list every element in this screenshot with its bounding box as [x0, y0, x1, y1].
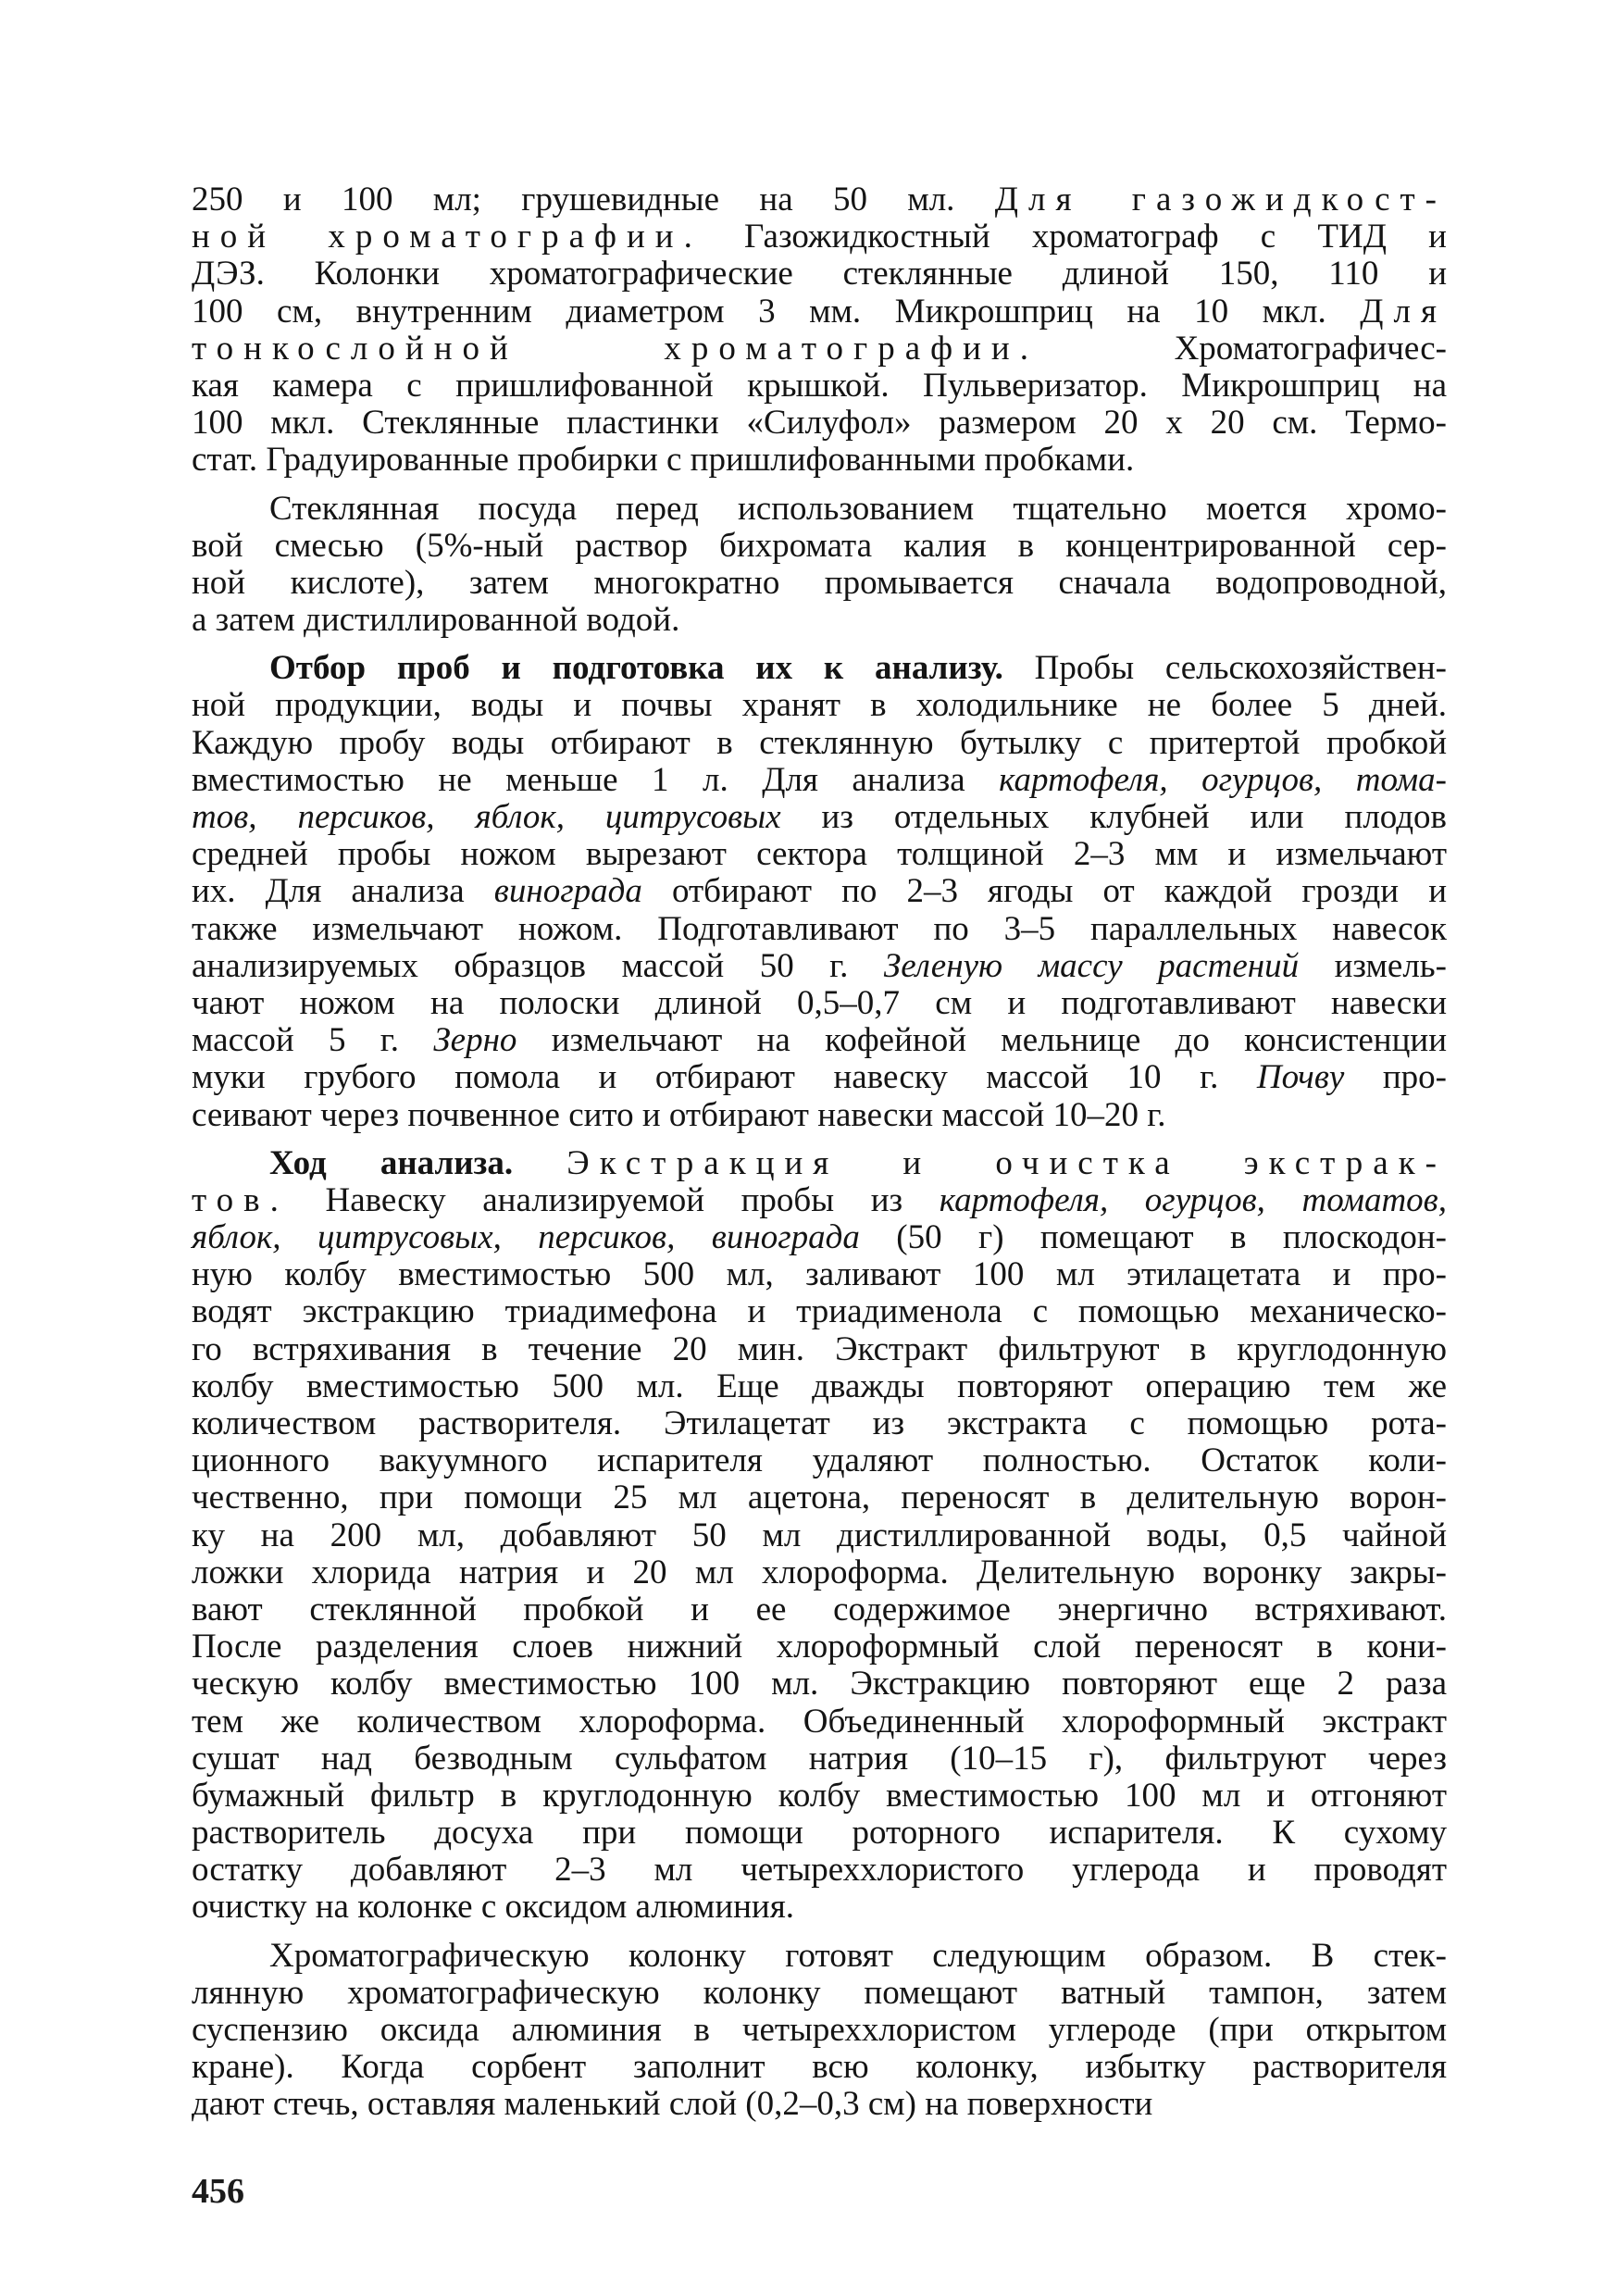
- text-run: Каждую пробу воды отбирают в стеклянную бутылку с притертой пробкой: [192, 723, 1447, 762]
- text-run: чественно, при помощи 25 мл ацетона, переносят в делительную ворон-: [192, 1479, 1447, 1517]
- text-run: анализируемых образцов массой 50 г.: [192, 946, 884, 985]
- text-line: [192, 1628, 1447, 1666]
- text-line: [192, 1554, 1447, 1591]
- text-run: про-: [1344, 1058, 1447, 1097]
- text-run: После разделения слоев нижний хлороформный слой переносят в кони-: [192, 1628, 1447, 1666]
- italic-run: Зеленую массу растений: [883, 946, 1300, 985]
- text-run: го встряхивания в течение 20 мин. Экстракт фильтруют в круглодонную: [192, 1329, 1447, 1368]
- text-line: [192, 948, 1447, 985]
- text-line: [192, 528, 1447, 565]
- text-run: ной кислоте), затем многократно промывается сначала водопроводной,: [192, 563, 1447, 602]
- text-run: суспензию оксида алюминия в четыреххлористом углероде (при открытом: [192, 2011, 1447, 2049]
- paragraph-equipment-continued: [192, 181, 1447, 480]
- text-line: [192, 1703, 1447, 1741]
- text-line: [192, 1097, 1447, 1134]
- text-run: 100 мкл. Стеклянные пластинки «Силуфол» размером 20 х 20 см. Термо-: [192, 404, 1447, 443]
- italic-run: картофеля, огурцов, тома-: [999, 760, 1447, 799]
- text-run: сушат над безводным сульфатом натрия (10–15 г), фильтруют через: [192, 1739, 1447, 1778]
- text-run: вают стеклянной пробкой и ее содержимое энергично встряхивают.: [192, 1590, 1447, 1628]
- text-line: [192, 1182, 1447, 1219]
- text-run: вместимостью не меньше 1 л. Для анализа: [192, 760, 1000, 799]
- text-line: [192, 1517, 1447, 1554]
- text-line: [192, 491, 1447, 528]
- text-run: чают ножом на полоски длиной 0,5–0,7 см и подготавливают навески: [192, 983, 1447, 1022]
- text-line: [192, 1022, 1447, 1059]
- text-run: Хроматографичес-: [1038, 329, 1447, 368]
- text-line: [192, 181, 1447, 218]
- text-line: [192, 405, 1447, 442]
- text-line: [192, 2086, 1447, 2123]
- spaced-heading-run: тонкослойной хроматографии.: [192, 329, 1039, 368]
- text-line: [192, 2049, 1447, 2086]
- text-line: [192, 1442, 1447, 1479]
- italic-run: Почву: [1256, 1058, 1345, 1097]
- text-run: массой 5 г.: [192, 1021, 434, 1060]
- text-line: [192, 1405, 1447, 1442]
- text-line: [192, 1975, 1447, 2012]
- text-run: кране). Когда сорбент заполнит всю колонку, избытку растворителя: [192, 2048, 1447, 2087]
- text-run: ную колбу вместимостью 500 мл, заливают 100 мл этилацетата и про-: [192, 1255, 1447, 1294]
- text-run: из отдельных клубней или плодов: [780, 798, 1448, 836]
- text-line: [192, 2012, 1447, 2049]
- text-line: [192, 1219, 1447, 1256]
- text-run: ку на 200 мл, добавляют 50 мл дистиллированной воды, 0,5 чайной: [192, 1516, 1447, 1554]
- italic-run: картофеля, огурцов, томатов,: [939, 1180, 1447, 1219]
- text-line: [192, 1852, 1447, 1889]
- text-line: [192, 218, 1447, 256]
- text-run: ционного вакуумного испарителя удаляют полностью. Остаток коли-: [192, 1441, 1447, 1480]
- text-run: бумажный фильтр в круглодонную колбу вместимостью 100 мл и отгоняют: [192, 1776, 1447, 1815]
- text-line: [192, 368, 1447, 405]
- text-line: [192, 1591, 1447, 1628]
- text-line: [192, 1889, 1447, 1926]
- text-run: Хроматографическую колонку готовят следующим образом. В стек-: [269, 1936, 1447, 1975]
- text-run: дают стечь, оставляя маленький слой (0,2–0,3 см) на поверхности: [192, 2085, 1153, 2124]
- bold-run: Отбор проб и подготовка их к анализу.: [269, 649, 1003, 688]
- text-run: измельчают на кофейной мельнице до консистенции: [517, 1021, 1447, 1060]
- italic-run: Зерно: [433, 1021, 517, 1060]
- text-line: [192, 1778, 1447, 1815]
- text-run: также измельчают ножом. Подготавливают по 3–5 параллельных навесок: [192, 909, 1447, 948]
- body-text: [192, 181, 1447, 2124]
- text-line: [192, 1293, 1447, 1330]
- text-run: [513, 1144, 566, 1182]
- text-run: Газожидкостный хроматограф с ТИД и: [702, 218, 1447, 256]
- text-run: ческую колбу вместимостью 100 мл. Экстракцию повторяют еще 2 раза: [192, 1665, 1447, 1703]
- spaced-heading-run: Для газожидкост-: [994, 181, 1448, 218]
- text-line: [192, 836, 1447, 873]
- text-run: растворитель досуха при помощи роторного испарителя. К сухому: [192, 1814, 1447, 1853]
- text-run: очистку на колонке с оксидом алюминия.: [192, 1888, 795, 1927]
- paragraph-column-preparation: [192, 1938, 1447, 2124]
- paragraph-sampling: [192, 650, 1447, 1133]
- text-line: [192, 1815, 1447, 1852]
- text-run: измель-: [1299, 946, 1447, 985]
- text-run: тем же количеством хлороформа. Объединенный хлороформный экстракт: [192, 1702, 1447, 1741]
- text-line: [192, 1256, 1447, 1293]
- spaced-heading-run: Экстракция и очистка экстрак-: [566, 1143, 1447, 1182]
- text-line: [192, 256, 1447, 293]
- text-run: колбу вместимостью 500 мл. Еще дважды повторяют операцию тем же: [192, 1366, 1447, 1405]
- text-line: [192, 1938, 1447, 1975]
- text-line: [192, 1059, 1447, 1096]
- text-run: а затем дистиллированной водой.: [192, 601, 680, 640]
- text-line: [192, 331, 1447, 368]
- text-line: [192, 1145, 1447, 1182]
- spaced-heading-run: тов.: [192, 1180, 289, 1219]
- paragraph-analysis-procedure: [192, 1145, 1447, 1927]
- text-line: [192, 1479, 1447, 1516]
- text-run: стат. Градуированные пробирки с пришлифованными пробками.: [192, 441, 1135, 480]
- text-line: [192, 762, 1447, 799]
- text-run: Пробы сельскохозяйствен-: [1002, 649, 1447, 688]
- text-line: [192, 911, 1447, 948]
- text-run: 250 и 100 мл; грушевидные на 50 мл.: [192, 181, 995, 218]
- text-line: [192, 687, 1447, 724]
- text-run: количеством растворителя. Этилацетат из экстракта с помощью рота-: [192, 1404, 1447, 1442]
- spaced-heading-run: Для: [1360, 292, 1447, 331]
- italic-run: тов, персиков, яблок, цитрусовых: [192, 798, 781, 836]
- text-run: лянную хроматографическую колонку помещают ватный тампон, затем: [192, 1973, 1447, 2012]
- text-line: [192, 873, 1447, 910]
- text-run: Стеклянная посуда перед использованием тщательно моется хромо-: [269, 489, 1447, 528]
- text-run: муки грубого помола и отбирают навеску массой 10 г.: [192, 1058, 1257, 1097]
- text-line: [192, 1666, 1447, 1703]
- page-number: 456: [192, 2172, 244, 2211]
- italic-run: яблок, цитрусовых, персиков, винограда: [192, 1218, 860, 1257]
- text-line: [192, 1331, 1447, 1368]
- text-line: [192, 442, 1447, 479]
- text-line: [192, 1741, 1447, 1778]
- bold-run: Ход анализа.: [269, 1143, 514, 1182]
- text-run: остатку добавляют 2–3 мл четыреххлористого углерода и проводят: [192, 1851, 1447, 1890]
- text-run: ДЭЗ. Колонки хроматографические стеклянные длиной 150, 110 и: [192, 255, 1447, 293]
- text-run: сеивают через почвенное сито и отбирают навески массой 10–20 г.: [192, 1095, 1166, 1134]
- text-line: [192, 565, 1447, 602]
- text-line: [192, 725, 1447, 762]
- text-line: [192, 985, 1447, 1022]
- text-line: [192, 293, 1447, 331]
- text-run: их. Для анализа: [192, 872, 494, 911]
- text-run: Навеску анализируемой пробы из: [288, 1180, 940, 1219]
- text-run: кая камера с пришлифованной крышкой. Пульверизатор. Микрошприц на: [192, 366, 1447, 405]
- italic-run: винограда: [493, 872, 642, 911]
- text-run: ной продукции, воды и почвы хранят в холодильнике не более 5 дней.: [192, 686, 1447, 725]
- text-run: ложки хлорида натрия и 20 мл хлороформа. Делительную воронку закры-: [192, 1553, 1447, 1591]
- paragraph-glassware-washing: [192, 491, 1447, 640]
- text-run: 100 см, внутренним диаметром 3 мм. Микрошприц на 10 мкл.: [192, 292, 1361, 331]
- text-run: средней пробы ножом вырезают сектора толщиной 2–3 мм и измельчают: [192, 835, 1447, 874]
- text-run: водят экстракцию триадимефона и триадименола с помощью механическо-: [192, 1292, 1447, 1331]
- text-line: [192, 602, 1447, 639]
- text-line: [192, 799, 1447, 836]
- text-run: вой смесью (5%-ный раствор бихромата калия в концентрированной сер-: [192, 526, 1447, 565]
- spaced-heading-run: ной хроматографии.: [192, 218, 703, 256]
- text-run: (50 г) помещают в плоскодон-: [859, 1218, 1447, 1257]
- text-run: отбирают по 2–3 ягоды от каждой грозди и: [641, 872, 1447, 911]
- text-line: [192, 650, 1447, 687]
- text-line: [192, 1368, 1447, 1405]
